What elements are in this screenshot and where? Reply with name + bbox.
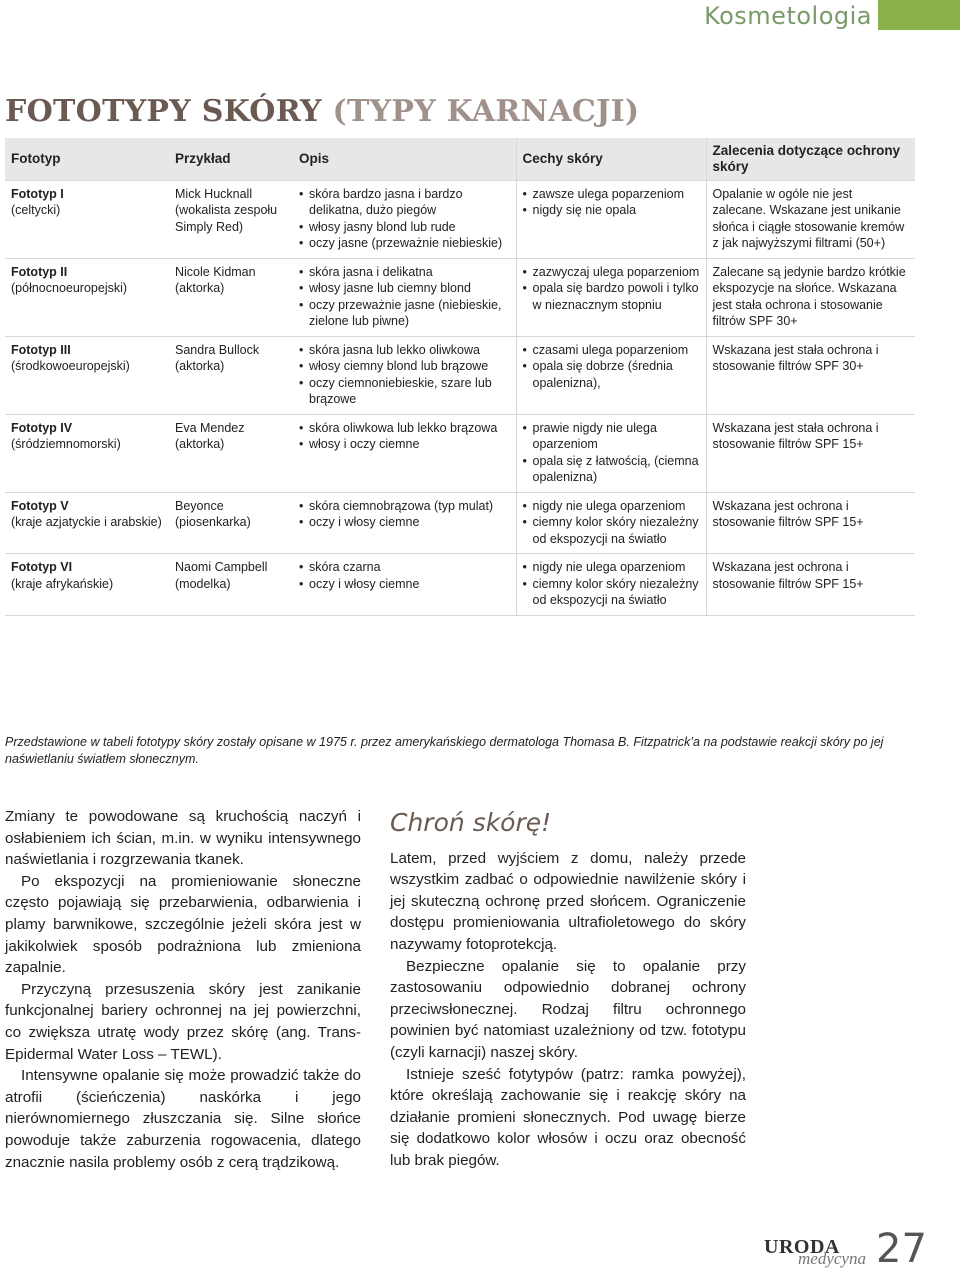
cell-zalecenia: Wskazana jest stała ochrona i stosowanie filtrów SPF 15+ — [706, 414, 915, 492]
cell-przyklad: Sandra Bullock (aktorka) — [169, 336, 293, 414]
cell-cechy — [516, 180, 706, 258]
table-row — [5, 336, 915, 414]
cell-zalecenia: Wskazana jest ochrona i stosowanie filtrów SPF 15+ — [706, 492, 915, 554]
article-paragraph: Bezpieczne opalanie się to opalanie przy zastosowaniu odpowiednio dobranej ochrony przeciwsłonecznej. Rodzaj filtru ochronnego powinien być natomiast uzależniony od tzw. fototypu (czyli karnacji) naszej skóry. — [390, 957, 746, 1061]
cechy-item: • opala się z łatwością, (ciemna opalenizna) — [523, 453, 700, 486]
cell-cechy — [516, 258, 706, 336]
cell-zalecenia: Opalanie w ogóle nie jest zalecane. Wskazane jest unikanie słońca i ciągłe stosowanie kremów z jak najwyższymi filtrami (50+) — [706, 180, 915, 258]
cell-zalecenia: Wskazana jest ochrona i stosowanie filtrów SPF 15+ — [706, 554, 915, 616]
logo-main-text: URODA — [764, 1236, 840, 1258]
table-footnote: Przedstawione w tabeli fototypy skóry zostały opisane w 1975 r. przez amerykańskiego dermatologa Thomasa B. Fitzpatrick’a na podstawie reakcji skóry po jej naświetlaniu światłem słonecznym. — [5, 735, 884, 766]
fototyp-region: (środkowoeuropejski) — [11, 359, 130, 373]
fototyp-region: (kraje afrykańskie) — [11, 576, 114, 591]
cell-opis — [293, 492, 516, 554]
article-paragraph: Przyczyną przesuszenia skóry jest zanikanie funkcjonalnej bariery ochronnej na jej powierzchni, co zwiększa utratę wody przez skórę (ang. Trans-Epidermal Water Loss – TEWL). — [5, 980, 361, 1063]
fototyp-region: (celtycki) — [11, 203, 61, 217]
page-title — [5, 94, 639, 129]
fototyp-name: Fototyp V — [11, 498, 69, 513]
col-header-przyklad: Przykład — [169, 138, 293, 180]
article-paragraph: Intensywne opalanie się może prowadzić także do atrofii (ścieńczenia) naskórka i jego nierównomiernego złuszczania się. Silne słońce powoduje także zaburzenia rogowacenia, dlatego znacznie nasila problemy osób z cerą trądzikową. — [5, 1067, 361, 1171]
cechy-item: • nigdy się nie opala — [523, 202, 700, 219]
cechy-item: • opala się bardzo powoli i tylko w nieznacznym stopniu — [523, 280, 700, 313]
opis-item: • skóra jasna lub lekko oliwkowa — [299, 342, 510, 359]
cell-cechy — [516, 554, 706, 616]
cell-przyklad: Eva Mendez (aktorka) — [169, 414, 293, 492]
cechy-item: • prawie nigdy nie ulega oparzeniom — [523, 420, 700, 453]
article-paragraph: Latem, przed wyjściem z domu, należy przede wszystkim zadbać o odpowiednie nawilżenie skóry i jej skuteczną ochronę przed słońcem. Ograniczenie dostępu promieniowania ultrafioletowego do skóry nazywamy fotoprotekcją. — [390, 849, 746, 953]
table-body — [5, 180, 915, 615]
opis-item: • skóra jasna i delikatna — [299, 264, 510, 281]
table-row — [5, 258, 915, 336]
article-paragraph: Po ekspozycji na promieniowanie słoneczne często pojawiają się przebarwienia, odbarwienia i plamy barwnikowe, szczególnie jeżeli skóra jest w jakikolwiek sposób podrażniona lub zmieniona zapalnie. — [5, 872, 361, 977]
cell-fototyp — [5, 336, 169, 414]
fototyp-region: (północnoeuropejski) — [11, 281, 128, 295]
cell-opis — [293, 414, 516, 492]
article-paragraph: Zmiany te powodowane są kruchością naczyń i osłabieniem ich ścian, m.in. w wyniku intensywnego naświetlania i rozgrzewania tkanek. — [5, 808, 361, 869]
section-color-block — [878, 0, 960, 30]
fototyp-name: Fototyp II — [11, 264, 68, 279]
fototypes-table — [5, 138, 915, 616]
cechy-item: • ciemny kolor skóry niezależny od ekspozycji na światło — [523, 514, 700, 547]
article-left-column — [5, 806, 361, 1173]
cell-opis — [293, 336, 516, 414]
col-header-opis: Opis — [293, 138, 516, 180]
opis-item: • włosy jasny blond lub rude — [299, 219, 510, 236]
table-row — [5, 180, 915, 258]
col-header-fototyp: Fototyp — [5, 138, 169, 180]
cell-fototyp — [5, 180, 169, 258]
cell-cechy — [516, 492, 706, 554]
table-header-row — [5, 138, 915, 180]
title-main: FOTOTYPY SKÓRY — [5, 94, 322, 129]
fototyp-name: Fototyp IV — [11, 420, 73, 435]
cell-fototyp — [5, 492, 169, 554]
opis-item: • włosy jasne lub ciemny blond — [299, 280, 510, 297]
opis-item: • oczy i włosy ciemne — [299, 576, 510, 593]
cechy-item: • zawsze ulega poparzeniom — [523, 186, 700, 203]
opis-item: • oczy i włosy ciemne — [299, 514, 510, 531]
cell-przyklad: Naomi Campbell (modelka) — [169, 554, 293, 616]
cell-opis — [293, 180, 516, 258]
logo-sub-text: medycyna — [798, 1249, 866, 1268]
cechy-item: • zazwyczaj ulega poparzeniom — [523, 264, 700, 281]
cell-zalecenia: Wskazana jest stała ochrona i stosowanie filtrów SPF 30+ — [706, 336, 915, 414]
magazine-logo — [764, 1236, 874, 1266]
title-sub: (TYPY KARNACJI) — [332, 94, 640, 129]
cell-przyklad: Nicole Kidman (aktorka) — [169, 258, 293, 336]
cell-zalecenia: Zalecane są jedynie bardzo krótkie ekspozycje na słońce. Wskazana jest stała ochrona i stosowanie filtrów SPF 30+ — [706, 258, 915, 336]
table-row — [5, 554, 915, 616]
section-label: Kosmetologia — [704, 2, 872, 30]
cell-fototyp — [5, 414, 169, 492]
cell-przyklad: Beyonce (piosenkarka) — [169, 492, 293, 554]
cechy-item: • czasami ulega poparzeniom — [523, 342, 700, 359]
fototyp-name: Fototyp I — [11, 186, 64, 201]
cechy-item: • opala się dobrze (średnia opalenizna), — [523, 358, 700, 391]
cell-opis — [293, 258, 516, 336]
opis-item: • skóra bardzo jasna i bardzo delikatna, dużo piegów — [299, 186, 510, 219]
opis-item: • skóra ciemnobrązowa (typ mulat) — [299, 498, 510, 515]
fototyp-name: Fototyp III — [11, 342, 71, 357]
cechy-item: • ciemny kolor skóry niezależny od ekspozycji na światło — [523, 576, 700, 609]
col-header-cechy: Cechy skóry — [516, 138, 706, 180]
cechy-item: • nigdy nie ulega oparzeniom — [523, 559, 700, 576]
section-heading: Chroń skórę! — [390, 808, 552, 837]
opis-item: • włosy ciemny blond lub brązowe — [299, 358, 510, 375]
fototyp-region: (śródziemnomorski) — [11, 437, 121, 451]
cell-fototyp — [5, 554, 169, 616]
page-number: 27 — [876, 1226, 927, 1268]
article-paragraph: Istnieje sześć fotytypów (patrz: ramka powyżej), które określają zachowanie się i reakcję skóry na działanie promieni słonecznych. Pod uwagę bierze się dodatkowo kolor włosów i oczu oraz obecność lub brak piegów. — [390, 1065, 746, 1169]
cell-cechy — [516, 336, 706, 414]
cell-cechy — [516, 414, 706, 492]
opis-item: • skóra czarna — [299, 559, 510, 576]
fototyp-name: Fototyp VI — [11, 560, 73, 574]
cell-przyklad: Mick Hucknall (wokalista zespołu Simply Red) — [169, 180, 293, 258]
cell-opis — [293, 554, 516, 616]
opis-item: • oczy jasne (przeważnie niebieskie) — [299, 235, 510, 252]
cechy-item: • nigdy nie ulega oparzeniom — [523, 498, 700, 515]
col-header-zalecenia: Zalecenia dotyczące ochrony skóry — [706, 138, 915, 180]
fototyp-region: (kraje azjatyckie i arabskie) — [11, 515, 162, 529]
article-right-column — [390, 806, 746, 1172]
cell-fototyp — [5, 258, 169, 336]
page-header — [0, 0, 960, 34]
table-row — [5, 492, 915, 554]
opis-item: • oczy przeważnie jasne (niebieskie, zielone lub piwne) — [299, 297, 510, 330]
table-row — [5, 414, 915, 492]
right-column-body — [390, 848, 746, 1172]
opis-item: • oczy ciemnoniebieskie, szare lub brązowe — [299, 375, 510, 408]
opis-item: • skóra oliwkowa lub lekko brązowa — [299, 420, 510, 437]
opis-item: • włosy i oczy ciemne — [299, 436, 510, 453]
